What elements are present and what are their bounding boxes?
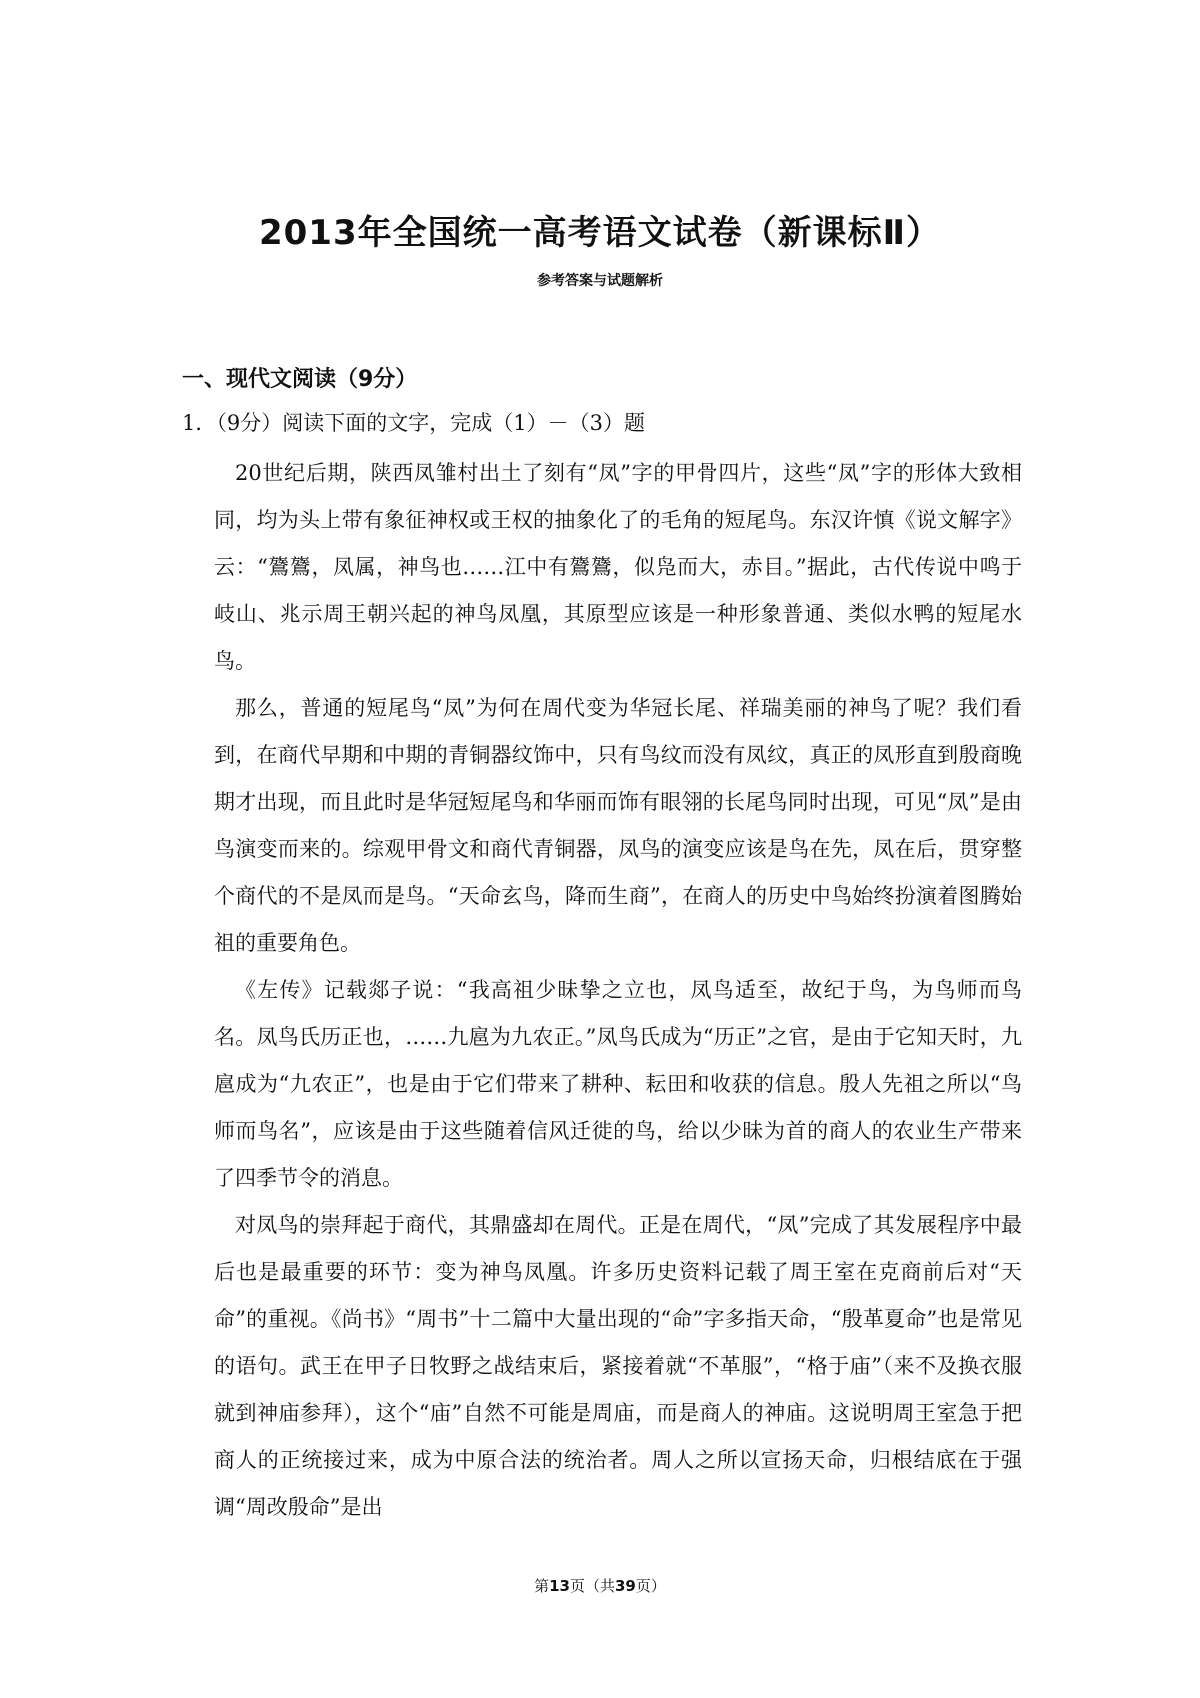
document-subtitle: 参考答案与试题解析 xyxy=(537,273,663,289)
document-title: 2013年全国统一高考语文试卷（新课标Ⅱ） xyxy=(258,213,942,253)
passage-paragraph: 那么，普通的短尾鸟“凤”为何在周代变为华冠长尾、祥瑞美丽的神鸟了呢？我们看到，在商代早期和中期的青铜器纹饰中，只有鸟纹而没有凤纹，真正的凤形直到殷商晚期才出现，而且此时是华冠短尾鸟和华丽而饰有眼翎的长尾鸟同时出现，可见“凤”是由鸟演变而来的。综观甲骨文和商代青铜器，凤鸟的演变应该是鸟在先，凤在后，贯穿整个商代的不是凤而是鸟。“天命玄鸟，降而生商”，在商人的历史中鸟始终扮演着图腾始祖的重要角色。 xyxy=(214,696,1022,955)
reading-passage xyxy=(214,450,1022,1531)
footer-prefix: 第 xyxy=(534,1577,550,1595)
footer-suffix: 页） xyxy=(635,1577,666,1595)
total-page-count: 39 xyxy=(615,1577,636,1595)
passage-paragraph: 20世纪后期，陕西凤雏村出土了刻有“凤”字的甲骨四片，这些“凤”字的形体大致相同，均为头上带有象征神权或王权的抽象化了的毛角的短尾鸟。东汉许慎《说文解字》云：“鷟鷟，凤属，神鸟也……江中有鷟鷟，似凫而大，赤目。”据此，古代传说中鸣于岐山、兆示周王朝兴起的神鸟凤凰，其原型应该是一种形象普通、类似水鸭的短尾水鸟。 xyxy=(214,461,1022,673)
question-stem: 1．（9分）阅读下面的文字，完成（1）－（3）题 xyxy=(182,411,645,435)
current-page-number: 13 xyxy=(549,1577,570,1595)
section-heading: 一、现代文阅读（9分） xyxy=(182,367,418,392)
passage-paragraph: 对凤鸟的崇拜起于商代，其鼎盛却在周代。正是在周代，“凤”完成了其发展程序中最后也是最重要的环节：变为神鸟凤凰。许多历史资料记载了周王室在克商前后对“天命”的重视。《尚书》“周书”十二篇中大量出现的“命”字多指天命，“殷革夏命”也是常见的语句。武王在甲子日牧野之战结束后，紧接着就“不革服”，“格于庙”（来不及换衣服就到神庙参拜），这个“庙”自然不可能是周庙，而是商人的神庙。这说明周王室急于把商人的正统接过来，成为中原合法的统治者。周人之所以宣扬天命，归根结底在于强调“周改殷命”是出 xyxy=(214,1213,1022,1519)
passage-paragraph: 《左传》记载郯子说：“我高祖少昧挚之立也，凤鸟适至，故纪于鸟，为鸟师而鸟名。凤鸟氏历正也，……九扈为九农正。”凤鸟氏成为“历正”之官，是由于它知天时，九扈成为“九农正”，也是由于它们带来了耕种、耘田和收获的信息。殷人先祖之所以“鸟师而鸟名”，应该是由于这些随着信风迁徙的鸟，给以少昧为首的商人的农业生产带来了四季节令的消息。 xyxy=(214,978,1022,1190)
footer-middle: 页（共 xyxy=(569,1577,615,1595)
page-footer xyxy=(0,1575,1200,1596)
